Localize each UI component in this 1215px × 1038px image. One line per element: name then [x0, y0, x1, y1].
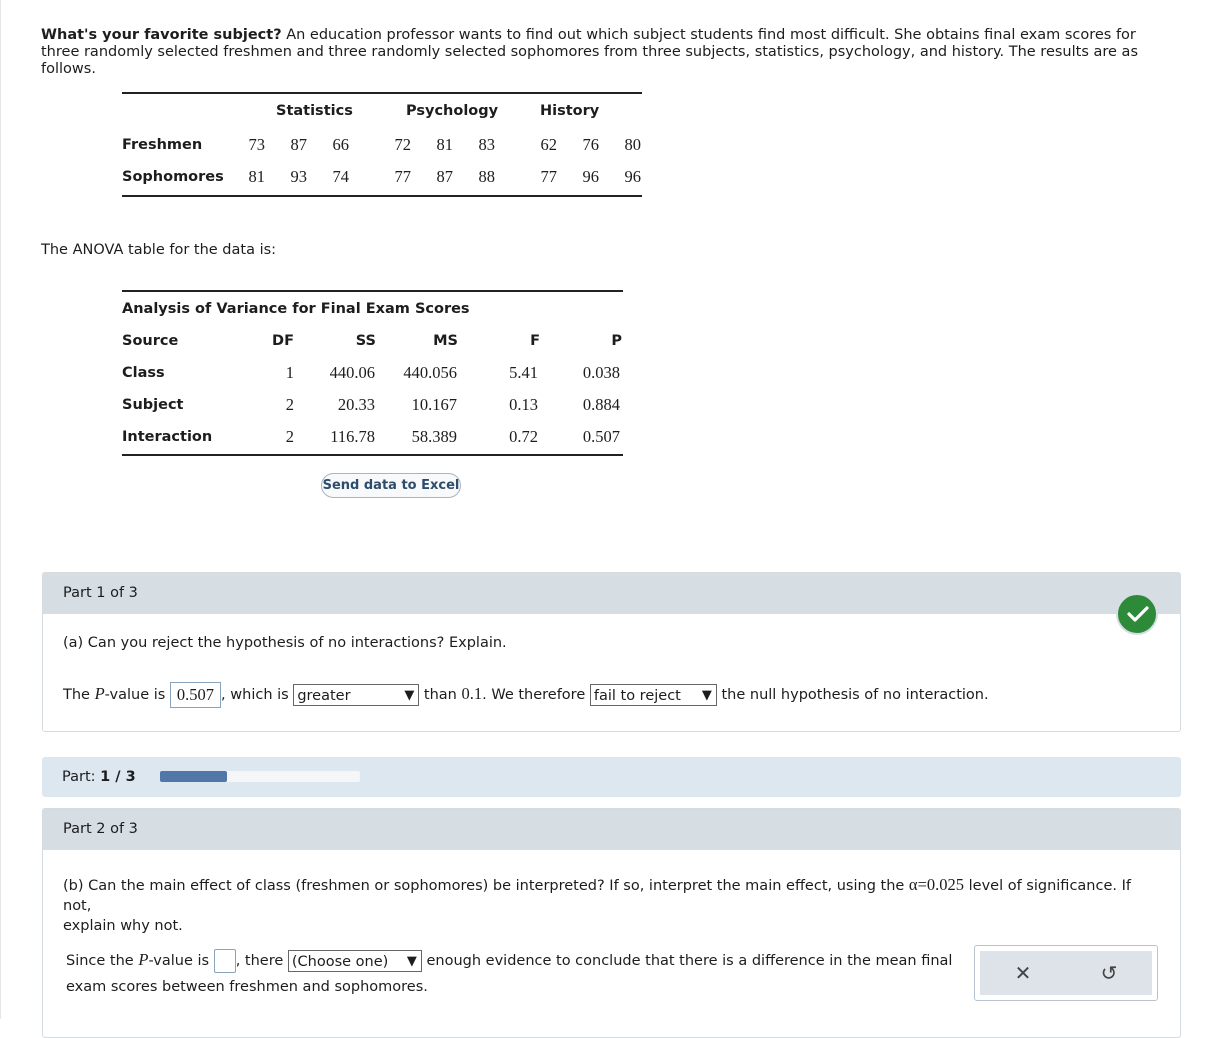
answer-text: . We therefore [482, 687, 590, 703]
comparison-dropdown[interactable] [293, 684, 419, 706]
answer-text: the null hypothesis of no interaction. [716, 687, 989, 703]
part2-answer-line [66, 949, 952, 973]
header-df: DF [272, 333, 294, 349]
p-symbol: P [94, 684, 105, 703]
table-cell: 440.06 [329, 363, 375, 382]
answer-text: The [63, 687, 95, 703]
answer-text: enough evidence to conclude that there is a difference in the mean final [421, 953, 953, 969]
decision-dropdown[interactable] [590, 684, 717, 706]
table-cell: 72 [394, 135, 411, 154]
part2-question [63, 875, 1163, 936]
pvalue-input[interactable] [214, 949, 236, 973]
table-cell: 20.33 [337, 395, 375, 414]
part1-panel [42, 572, 1181, 732]
answer-text: Since the [66, 953, 139, 969]
row-source-subject: Subject [122, 397, 184, 413]
question-text: level of significance. If not, [63, 878, 1131, 914]
progress-label: Part: 1 / 3 [62, 769, 136, 785]
triangle-down-icon: ▼ [404, 688, 415, 703]
table-cell: 74 [332, 167, 349, 186]
toolbox-inner [980, 951, 1152, 995]
table-cell: 77 [394, 167, 411, 186]
header-f: F [530, 333, 540, 349]
table-cell: 440.056 [403, 363, 457, 382]
table-cell: 0.884 [582, 395, 620, 414]
table-cell: 87 [290, 135, 307, 154]
reset-icon[interactable]: ↺ [1100, 961, 1118, 985]
table-cell: 76 [582, 135, 599, 154]
table-cell: 81 [248, 167, 265, 186]
header-history: History [540, 103, 600, 119]
part1-header: Part 1 of 3 [43, 573, 1180, 614]
row-label-sophomores: Sophomores [122, 169, 224, 185]
header-p: P [611, 333, 622, 349]
exam-scores-table [122, 92, 642, 197]
part2-header: Part 2 of 3 [43, 809, 1180, 850]
row-source-class: Class [122, 365, 165, 381]
triangle-down-icon: ▼ [701, 688, 712, 703]
problem-title: What's your favorite subject? [41, 27, 282, 43]
problem-text: An education professor wants to find out which subject students find most difficult. She obtains final exam scores for three randomly selected freshmen and three randomly selected sophomores from three subjects, statistics, psychology, and history. The results are as follows. [41, 27, 1138, 77]
part1-question: (a) Can you reject the hypothesis of no interactions? Explain. [63, 635, 507, 651]
anova-intro-text: The ANOVA table for the data is: [41, 242, 277, 258]
answer-text: exam scores between freshmen and sophomores. [66, 979, 428, 995]
table-cell: 77 [540, 167, 557, 186]
answer-text: -value is [148, 953, 214, 969]
table-cell: 66 [332, 135, 349, 154]
question-text: explain why not. [63, 918, 183, 934]
progress-track [160, 771, 360, 782]
part1-answer-line [63, 682, 989, 708]
table-cell: 10.167 [411, 395, 457, 414]
part2-panel [42, 808, 1181, 1038]
table-cell: 5.41 [509, 363, 538, 382]
header-psychology: Psychology [406, 103, 499, 119]
header-source: Source [122, 333, 179, 349]
check-icon [1116, 593, 1158, 635]
table-cell: 96 [582, 167, 599, 186]
row-label-freshmen: Freshmen [122, 137, 203, 153]
table-cell: 83 [478, 135, 495, 154]
table-cell: 73 [248, 135, 265, 154]
header-ss: SS [355, 333, 376, 349]
header-statistics: Statistics [276, 103, 353, 119]
close-icon[interactable]: ✕ [1014, 961, 1032, 985]
question-text: (b) Can the main effect of class (freshmen or sophomores) be interpreted? If so, interpret the main effect, using the [63, 878, 909, 894]
dropdown-value: (Choose one) [291, 954, 389, 970]
table-cell: 0.13 [509, 395, 538, 414]
dropdown-value: greater [297, 688, 351, 704]
send-to-excel-button[interactable]: Send data to Excel [321, 473, 461, 498]
row-source-interaction: Interaction [122, 429, 213, 445]
table-cell: 0.72 [509, 427, 538, 446]
answer-toolbox [974, 945, 1158, 1001]
table-cell: 2 [285, 427, 294, 446]
table-cell: 80 [624, 135, 641, 154]
table-cell: 88 [478, 167, 495, 186]
evidence-dropdown[interactable] [288, 950, 422, 972]
table-cell: 0.507 [582, 427, 620, 446]
answer-text: , which is [221, 687, 294, 703]
table-cell: 58.389 [411, 427, 457, 446]
anova-title: Analysis of Variance for Final Exam Scores [122, 301, 470, 317]
progress-value: 1 / 3 [100, 769, 136, 785]
pvalue-answer-box[interactable]: 0.507 [170, 682, 221, 708]
answer-text: -value is [104, 687, 170, 703]
part-progress [42, 757, 1181, 797]
threshold-value: 0.1 [461, 684, 483, 703]
problem-intro [41, 27, 1161, 78]
table-cell: 0.038 [582, 363, 620, 382]
table-cell: 116.78 [330, 427, 375, 446]
table-cell: 87 [436, 167, 453, 186]
table-cell: 62 [540, 135, 557, 154]
dropdown-value: fail to reject [593, 688, 681, 704]
table-cell: 1 [285, 363, 294, 382]
p-symbol: P [138, 950, 149, 969]
progress-fill [160, 771, 227, 782]
table-cell: 93 [290, 167, 307, 186]
header-ms: MS [433, 333, 458, 349]
answer-text: , there [235, 953, 288, 969]
anova-table [122, 290, 623, 456]
alpha-value: =0.025 [917, 875, 965, 894]
table-cell: 96 [624, 167, 641, 186]
alpha-symbol: α [908, 875, 918, 894]
table-cell: 81 [436, 135, 453, 154]
answer-text: than [419, 687, 462, 703]
table-cell: 2 [285, 395, 294, 414]
triangle-down-icon: ▼ [406, 954, 417, 969]
